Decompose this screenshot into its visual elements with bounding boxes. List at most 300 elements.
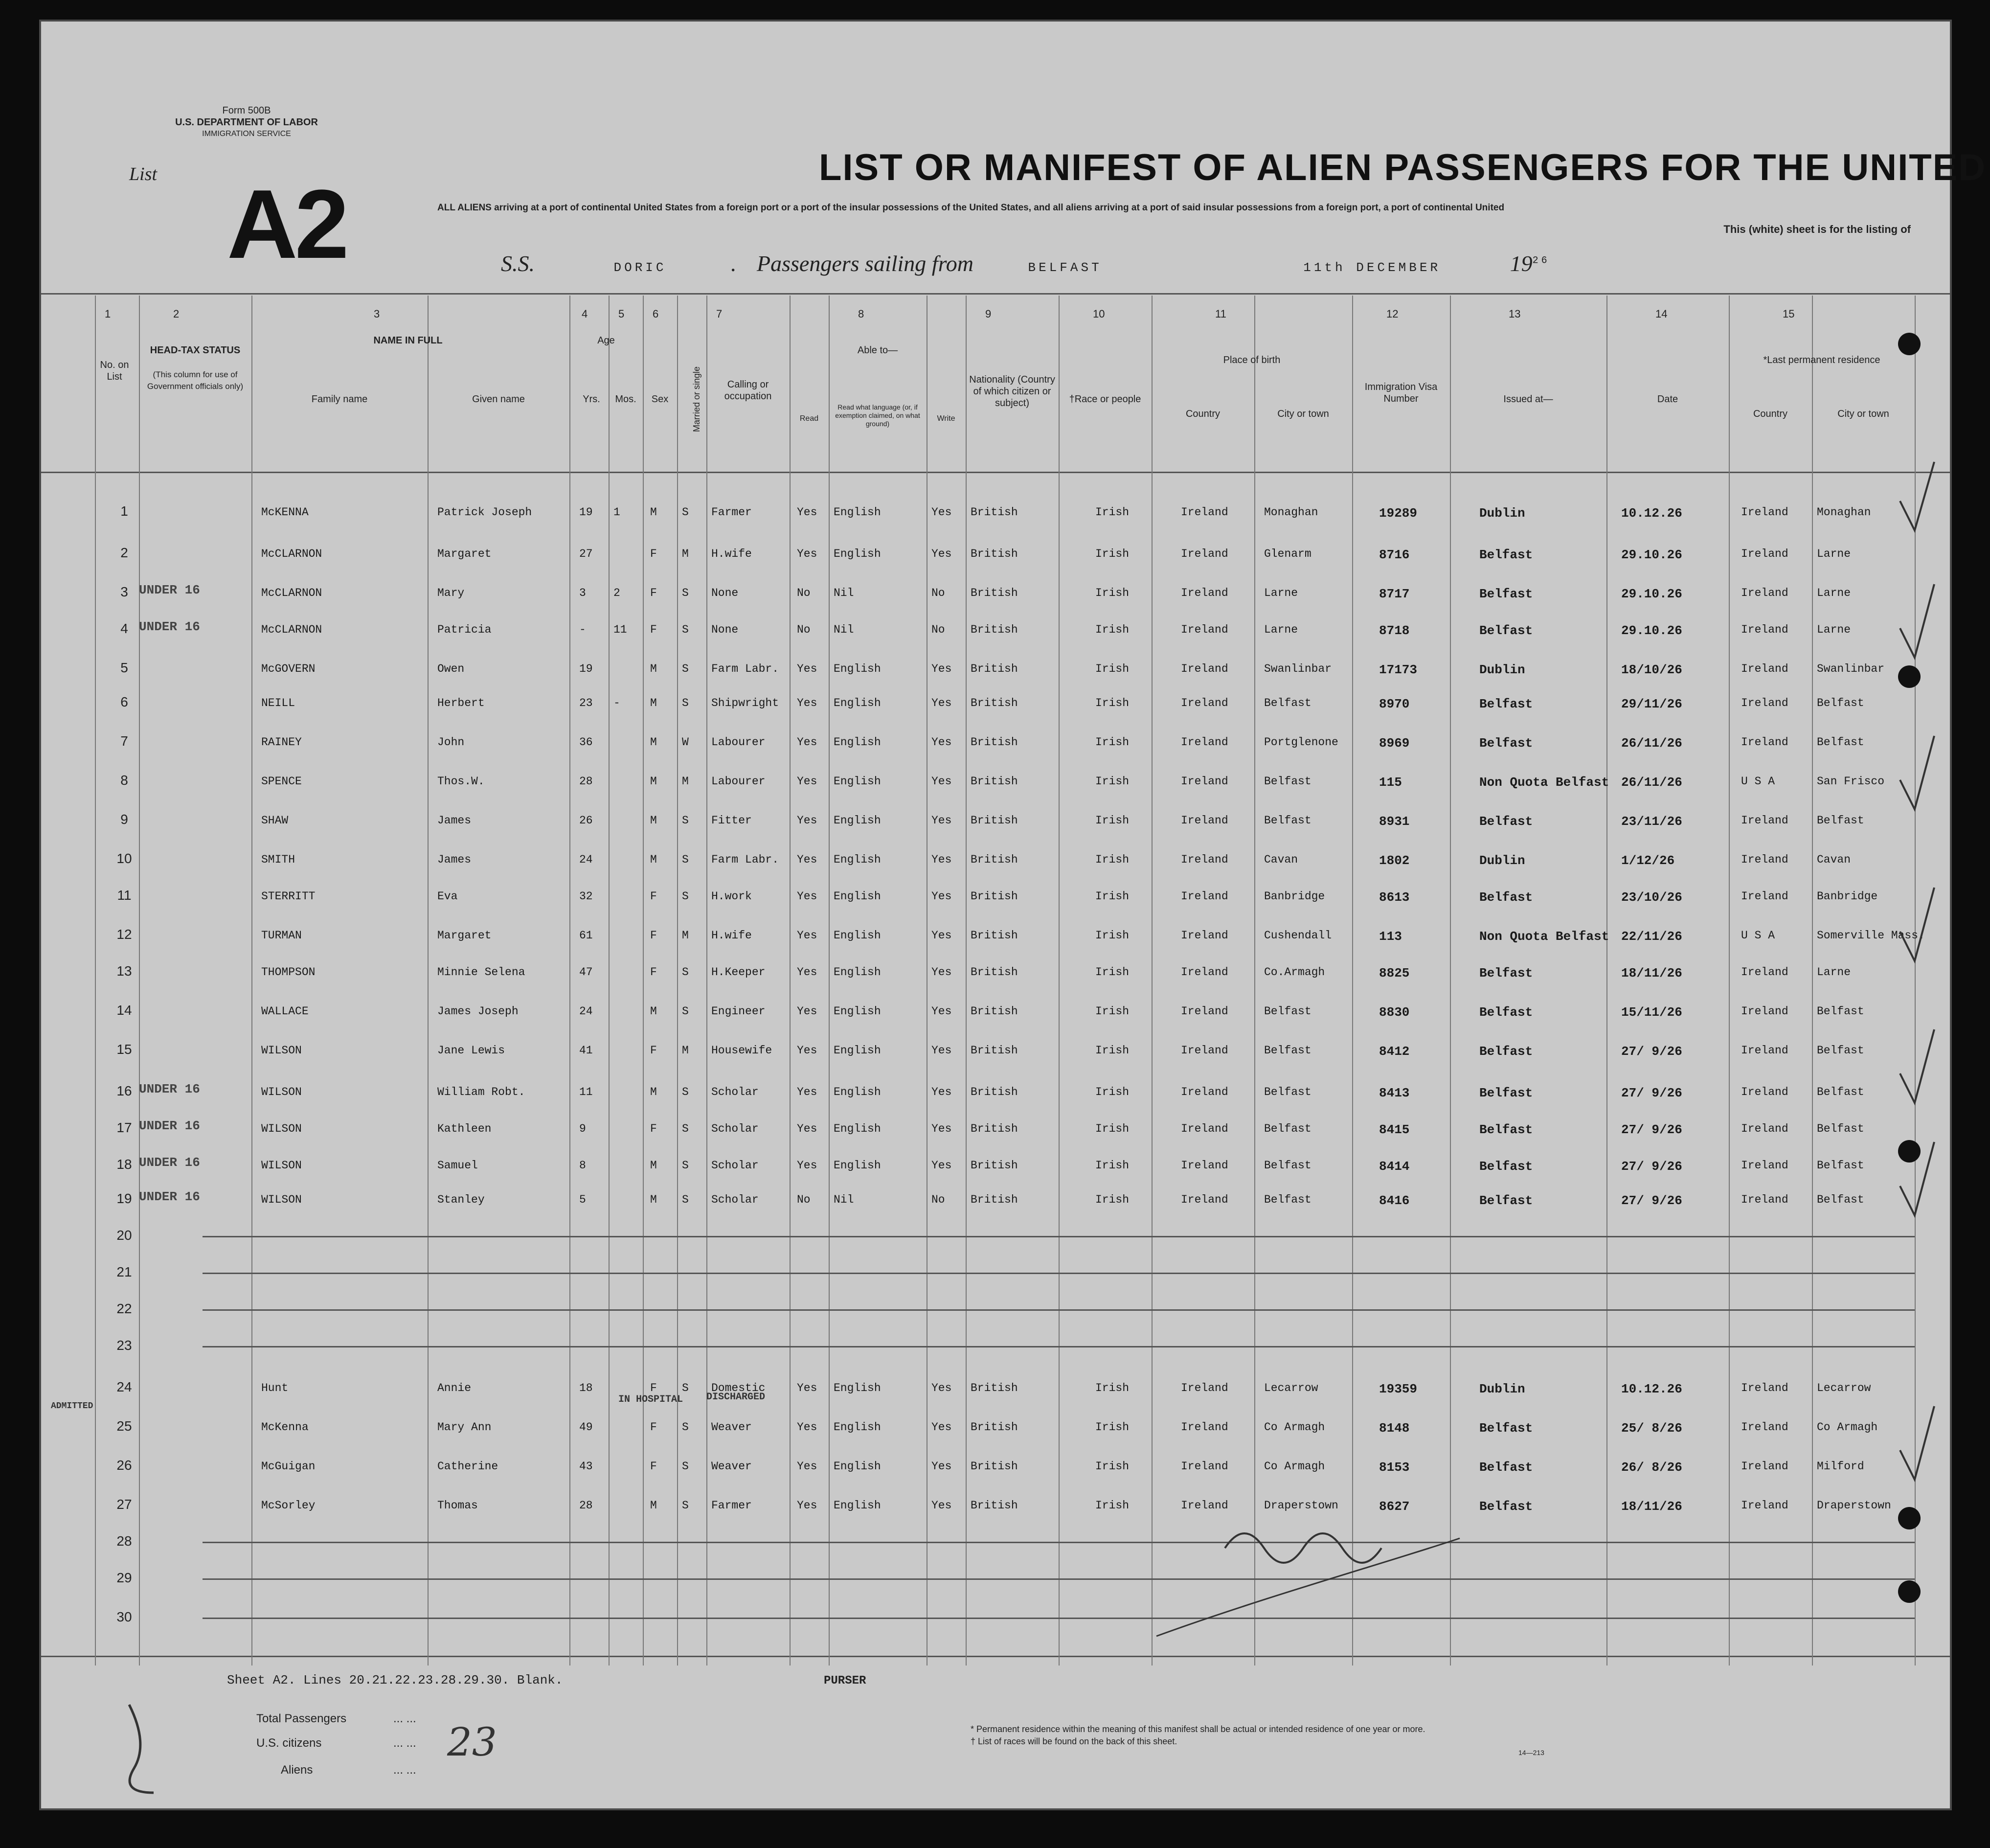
cell-visa: 17173 — [1379, 662, 1418, 677]
cell-nat: British — [971, 1193, 1018, 1206]
cell-race: Irish — [1095, 623, 1130, 636]
cell-vdate: 29.10.26 — [1621, 548, 1682, 562]
cell-visa: 8153 — [1379, 1460, 1410, 1475]
cell-rcountry: Ireland — [1741, 1122, 1788, 1135]
row-number: 16 — [116, 1083, 132, 1098]
cell-race: Irish — [1095, 662, 1130, 675]
cell-bcity: Banbridge — [1264, 890, 1325, 903]
cell-ms: S — [682, 1122, 689, 1135]
cell-occ: Labourer — [711, 736, 766, 749]
cell-race: Irish — [1095, 966, 1130, 979]
cell-rcity: Belfast — [1817, 736, 1864, 749]
cell-race: Irish — [1095, 1421, 1130, 1434]
cell-read: No — [797, 587, 811, 599]
cell-occ: Weaver — [711, 1460, 752, 1473]
cell-family: Hunt — [261, 1382, 289, 1394]
cell-vdate: 29.10.26 — [1621, 587, 1682, 601]
cell-rcountry: Ireland — [1741, 1460, 1788, 1473]
cell-issued: Belfast — [1479, 623, 1533, 638]
cell-rcity: Belfast — [1817, 697, 1864, 709]
cell-family: McCLARNON — [261, 587, 322, 599]
cell-rcity: Lecarrow — [1817, 1382, 1871, 1394]
cell-lang: English — [834, 662, 881, 675]
cell-issued: Belfast — [1479, 966, 1533, 981]
row-number: 4 — [120, 621, 128, 636]
cell-vdate: 15/11/26 — [1621, 1005, 1682, 1020]
cell-bcity: Cushendall — [1264, 929, 1332, 942]
cell-given: Margaret — [437, 929, 492, 942]
cell-nat: British — [971, 1122, 1018, 1135]
cell-race: Irish — [1095, 1159, 1130, 1172]
cell-yrs: 19 — [579, 662, 593, 675]
cell-read: Yes — [797, 1005, 817, 1018]
cell-yrs: 32 — [579, 890, 593, 903]
cell-rcountry: Ireland — [1741, 1005, 1788, 1018]
cell-rcity: Belfast — [1817, 1159, 1864, 1172]
cell-nat: British — [971, 1499, 1018, 1512]
col-race: †Race or people — [1069, 394, 1141, 405]
cell-issued: Belfast — [1479, 1159, 1533, 1174]
cell-family: McCLARNON — [261, 623, 322, 636]
cell-nat: British — [971, 548, 1018, 560]
binder-hole — [1898, 333, 1921, 355]
cell-race: Irish — [1095, 853, 1130, 866]
row-number: 18 — [116, 1157, 132, 1172]
cell-write: Yes — [931, 736, 952, 749]
cell-vdate: 18/11/26 — [1621, 966, 1682, 981]
cell-bcountry: Ireland — [1181, 697, 1228, 709]
cell-ms: S — [682, 1460, 689, 1473]
cell-issued: Belfast — [1479, 1193, 1533, 1208]
column-number: 3 — [374, 308, 380, 320]
cell-visa: 8416 — [1379, 1193, 1410, 1208]
cell-bcountry: Ireland — [1181, 814, 1228, 827]
col-sex: Sex — [651, 394, 669, 405]
row-number: 23 — [116, 1338, 132, 1353]
cell-rcity: Belfast — [1817, 1044, 1864, 1057]
cell-family: McGuigan — [261, 1460, 316, 1473]
list-label: List — [129, 164, 158, 184]
col-calling: Calling or occupation — [724, 379, 772, 402]
cell-visa: 19289 — [1379, 506, 1418, 521]
row-number: 25 — [116, 1418, 132, 1434]
cell-yrs: 19 — [579, 506, 593, 519]
cell-ms: S — [682, 662, 689, 675]
cell-lang: English — [834, 736, 881, 749]
cell-sex: F — [650, 1044, 657, 1057]
row-number: 6 — [120, 694, 128, 709]
cell-rcountry: U S A — [1741, 929, 1775, 942]
cell-visa: 8825 — [1379, 966, 1410, 981]
cell-occ: Engineer — [711, 1005, 766, 1018]
cell-family: WILSON — [261, 1086, 302, 1098]
cell-sex: F — [650, 1382, 657, 1394]
col-able-to: Able to— — [857, 345, 898, 356]
cell-rcity: Swanlinbar — [1817, 662, 1885, 675]
row-number: 2 — [120, 545, 128, 560]
cell-write: Yes — [931, 662, 952, 675]
cell-occ: Farmer — [711, 506, 752, 519]
col-write: Write — [937, 414, 955, 423]
cell-read: Yes — [797, 662, 817, 675]
cell-visa: 8413 — [1379, 1086, 1410, 1100]
department-name: U.S. DEPARTMENT OF LABOR — [175, 117, 318, 128]
cell-family: McKenna — [261, 1421, 309, 1434]
cell-ms: S — [682, 1499, 689, 1512]
head-tax-status: UNDER 16 — [139, 619, 200, 634]
cell-visa: 8412 — [1379, 1044, 1410, 1059]
cell-given: Patrick Joseph — [437, 506, 532, 519]
binder-hole — [1898, 1580, 1921, 1603]
cell-race: Irish — [1095, 697, 1130, 709]
departure-port: BELFAST — [1028, 260, 1102, 275]
cell-yrs: 49 — [579, 1421, 593, 1434]
cell-yrs: 61 — [579, 929, 593, 942]
col-no-on-list: No. on List — [100, 360, 129, 382]
cell-given: Mary Ann — [437, 1421, 492, 1434]
cell-read: Yes — [797, 736, 817, 749]
cell-visa: 8415 — [1379, 1122, 1410, 1137]
cell-race: Irish — [1095, 890, 1130, 903]
col-res-city: City or town — [1837, 409, 1889, 419]
cell-rcity: Belfast — [1817, 1193, 1864, 1206]
cell-sex: F — [650, 587, 657, 599]
cell-issued: Dublin — [1479, 506, 1525, 521]
cell-ms: S — [682, 1005, 689, 1018]
cell-rcity: Belfast — [1817, 814, 1864, 827]
cell-bcity: Belfast — [1264, 775, 1312, 788]
aliens-dots: ... ... — [393, 1763, 416, 1777]
cell-occ: Fitter — [711, 814, 752, 827]
cell-given: Minnie Selena — [437, 966, 525, 979]
cell-write: Yes — [931, 966, 952, 979]
cell-nat: British — [971, 775, 1018, 788]
cell-race: Irish — [1095, 1122, 1130, 1135]
cell-write: Yes — [931, 1421, 952, 1434]
cell-sex: M — [650, 1159, 657, 1172]
cell-issued: Belfast — [1479, 1499, 1533, 1514]
cell-read: Yes — [797, 1044, 817, 1057]
cell-occ: None — [711, 587, 739, 599]
cell-read: Yes — [797, 1421, 817, 1434]
cell-visa: 1802 — [1379, 853, 1410, 868]
cell-lang: Nil — [834, 623, 854, 636]
cell-vdate: 26/ 8/26 — [1621, 1460, 1682, 1475]
cell-sex: M — [650, 853, 657, 866]
cell-occ: Farm Labr. — [711, 853, 779, 866]
row-number: 29 — [116, 1570, 132, 1585]
cell-ms: S — [682, 506, 689, 519]
cell-ms: M — [682, 775, 689, 788]
cell-sex: F — [650, 1421, 657, 1434]
col-name-in-full: NAME IN FULL — [373, 335, 443, 346]
cell-yrs: 47 — [579, 966, 593, 979]
cell-lang: English — [834, 506, 881, 519]
cell-yrs: 3 — [579, 587, 586, 599]
cell-rcity: Monaghan — [1817, 506, 1871, 519]
cell-visa: 8718 — [1379, 623, 1410, 638]
cell-bcity: Co.Armagh — [1264, 966, 1325, 979]
cell-lang: English — [834, 1044, 881, 1057]
cell-yrs: 43 — [579, 1460, 593, 1473]
cell-nat: British — [971, 1460, 1018, 1473]
cell-rcountry: Ireland — [1741, 1382, 1788, 1394]
column-number: 8 — [858, 308, 864, 320]
cell-read: Yes — [797, 814, 817, 827]
subtitle-line-2: This (white) sheet is for the listing of — [1723, 223, 1911, 235]
binder-hole — [1898, 665, 1921, 688]
cell-given: Thomas — [437, 1499, 478, 1512]
cell-yrs: 9 — [579, 1122, 586, 1135]
cell-occ: Scholar — [711, 1122, 759, 1135]
cell-ms: S — [682, 853, 689, 866]
cell-race: Irish — [1095, 929, 1130, 942]
cell-read: Yes — [797, 548, 817, 560]
cell-vdate: 27/ 9/26 — [1621, 1122, 1682, 1137]
cell-visa: 8830 — [1379, 1005, 1410, 1020]
cell-rcity: Larne — [1817, 966, 1851, 979]
cell-rcity: Draperstown — [1817, 1499, 1891, 1512]
cell-family: WILSON — [261, 1193, 302, 1206]
cell-vdate: 29.10.26 — [1621, 623, 1682, 638]
cell-write: Yes — [931, 1382, 952, 1394]
cell-read: Yes — [797, 1086, 817, 1098]
cell-read: Yes — [797, 1460, 817, 1473]
cell-sex: M — [650, 662, 657, 675]
cell-sex: M — [650, 775, 657, 788]
cell-sex: M — [650, 1499, 657, 1512]
cell-occ: H.work — [711, 890, 752, 903]
cell-sex: M — [650, 506, 657, 519]
cell-read: Yes — [797, 775, 817, 788]
cell-bcountry: Ireland — [1181, 1159, 1228, 1172]
col-family-name: Family name — [311, 394, 368, 405]
col-given-name: Given name — [472, 394, 525, 405]
cell-given: Stanley — [437, 1193, 485, 1206]
cell-occ: Weaver — [711, 1421, 752, 1434]
cell-rcity: Belfast — [1817, 1122, 1864, 1135]
cell-occ: Scholar — [711, 1159, 759, 1172]
cell-read: Yes — [797, 1499, 817, 1512]
cell-bcountry: Ireland — [1181, 587, 1228, 599]
cell-lang: English — [834, 1460, 881, 1473]
cell-occ: Labourer — [711, 775, 766, 788]
cell-given: James — [437, 814, 472, 827]
cell-read: Yes — [797, 853, 817, 866]
cell-bcity: Belfast — [1264, 1193, 1312, 1206]
cell-write: Yes — [931, 929, 952, 942]
cell-lang: English — [834, 966, 881, 979]
total-passengers-label: Total Passengers — [256, 1712, 347, 1725]
cell-family: WILSON — [261, 1044, 302, 1057]
cell-write: Yes — [931, 548, 952, 560]
cell-issued: Belfast — [1479, 736, 1533, 751]
cell-nat: British — [971, 814, 1018, 827]
cell-rcity: San Frisco — [1817, 775, 1885, 788]
cell-ms: W — [682, 736, 689, 749]
cell-family: SPENCE — [261, 775, 302, 788]
in-hospital-stamp: IN HOSPITAL — [618, 1394, 683, 1405]
cell-rcountry: Ireland — [1741, 1086, 1788, 1098]
cell-bcountry: Ireland — [1181, 662, 1228, 675]
row-number: 5 — [120, 660, 128, 675]
cell-visa: 8716 — [1379, 548, 1410, 562]
cell-bcountry: Ireland — [1181, 623, 1228, 636]
cell-given: Patricia — [437, 623, 492, 636]
cell-issued: Non Quota Belfast — [1479, 929, 1609, 944]
page-title: LIST OR MANIFEST OF ALIEN PASSENGERS FOR THE UNITED — [819, 147, 1987, 188]
cell-occ: H.wife — [711, 929, 752, 942]
cell-given: James — [437, 853, 472, 866]
cell-vdate: 23/11/26 — [1621, 814, 1682, 829]
cell-mos: 1 — [613, 506, 620, 519]
cell-rcountry: Ireland — [1741, 662, 1788, 675]
cell-bcity: Belfast — [1264, 1122, 1312, 1135]
col-age-yrs: Yrs. — [583, 394, 600, 405]
cell-sex: M — [650, 736, 657, 749]
cell-race: Irish — [1095, 1044, 1130, 1057]
column-number: 7 — [716, 308, 723, 320]
cell-visa: 8970 — [1379, 697, 1410, 711]
cell-issued: Dublin — [1479, 662, 1525, 677]
cell-read: Yes — [797, 890, 817, 903]
head-tax-status: UNDER 16 — [139, 1082, 200, 1096]
cell-rcountry: Ireland — [1741, 853, 1788, 866]
cell-rcountry: Ireland — [1741, 506, 1788, 519]
cell-vdate: 26/11/26 — [1621, 736, 1682, 751]
col-birth-city: City or town — [1277, 409, 1329, 419]
col-nationality: Nationality (Country of which citizen or subject) — [969, 374, 1055, 409]
cell-issued: Belfast — [1479, 1460, 1533, 1475]
cell-occ: H.wife — [711, 548, 752, 560]
cell-vdate: 26/11/26 — [1621, 775, 1682, 790]
row-number: 9 — [120, 812, 128, 827]
head-tax-status: UNDER 16 — [139, 1189, 200, 1204]
cell-bcity: Belfast — [1264, 1005, 1312, 1018]
cell-nat: British — [971, 966, 1018, 979]
officer-signature-stroke — [1156, 1538, 1460, 1636]
cell-sex: F — [650, 929, 657, 942]
cell-lang: English — [834, 929, 881, 942]
cell-visa: 8627 — [1379, 1499, 1410, 1514]
cell-ms: S — [682, 1159, 689, 1172]
cell-race: Irish — [1095, 775, 1130, 788]
cell-bcountry: Ireland — [1181, 775, 1228, 788]
cell-bcountry: Ireland — [1181, 506, 1228, 519]
cell-vdate: 27/ 9/26 — [1621, 1193, 1682, 1208]
cell-bcity: Belfast — [1264, 697, 1312, 709]
cell-yrs: 41 — [579, 1044, 593, 1057]
cell-bcity: Lecarrow — [1264, 1382, 1318, 1394]
cell-race: Irish — [1095, 1086, 1130, 1098]
cell-write: Yes — [931, 775, 952, 788]
cell-nat: British — [971, 1382, 1018, 1394]
cell-sex: F — [650, 1122, 657, 1135]
cell-issued: Belfast — [1479, 548, 1533, 562]
cell-rcity: Milford — [1817, 1460, 1864, 1473]
cell-vdate: 27/ 9/26 — [1621, 1086, 1682, 1100]
column-number: 10 — [1093, 308, 1105, 320]
column-number: 14 — [1655, 308, 1668, 320]
voyage-line: S.S. DORIC . Passengers sailing from BELFAST 11th DECEMBER $19^{26}$ — [501, 251, 1550, 276]
cell-visa: 8931 — [1379, 814, 1410, 829]
row-number: 15 — [116, 1042, 132, 1057]
cell-occ: Scholar — [711, 1193, 759, 1206]
cell-rcity: Belfast — [1817, 1086, 1864, 1098]
cell-visa: 8717 — [1379, 587, 1410, 601]
cell-lang: English — [834, 890, 881, 903]
cell-read: Yes — [797, 697, 817, 709]
cell-write: Yes — [931, 1044, 952, 1057]
cell-mos: 2 — [613, 587, 620, 599]
cell-rcountry: Ireland — [1741, 890, 1788, 903]
cell-nat: British — [971, 1005, 1018, 1018]
head-tax-status: UNDER 16 — [139, 583, 200, 597]
row-number: 12 — [116, 927, 132, 942]
cell-occ: Farmer — [711, 1499, 752, 1512]
cell-ms: S — [682, 1421, 689, 1434]
head-tax-status: UNDER 16 — [139, 1155, 200, 1170]
cell-nat: British — [971, 1044, 1018, 1057]
cell-family: WILSON — [261, 1159, 302, 1172]
cell-write: Yes — [931, 890, 952, 903]
cell-ms: S — [682, 1086, 689, 1098]
row-number: 30 — [116, 1609, 132, 1624]
cell-yrs: 5 — [579, 1193, 586, 1206]
cell-bcountry: Ireland — [1181, 853, 1228, 866]
row-number: 1 — [120, 503, 128, 519]
cell-sex: F — [650, 890, 657, 903]
cell-bcity: Belfast — [1264, 814, 1312, 827]
cell-bcountry: Ireland — [1181, 548, 1228, 560]
col-place-of-birth: Place of birth — [1223, 355, 1281, 365]
cell-lang: English — [834, 1421, 881, 1434]
cell-lang: Nil — [834, 587, 854, 599]
cell-lang: Nil — [834, 1193, 854, 1206]
cell-read: No — [797, 1193, 811, 1206]
ss-label: S.S. — [501, 251, 535, 276]
cell-bcity: Belfast — [1264, 1086, 1312, 1098]
cell-issued: Belfast — [1479, 697, 1533, 711]
cell-visa: 8414 — [1379, 1159, 1410, 1174]
cell-visa: 19359 — [1379, 1382, 1418, 1396]
row-number: 19 — [116, 1191, 132, 1206]
cell-lang: English — [834, 814, 881, 827]
cell-issued: Belfast — [1479, 1044, 1533, 1059]
cell-race: Irish — [1095, 736, 1130, 749]
cell-bcountry: Ireland — [1181, 1421, 1228, 1434]
cell-family: SMITH — [261, 853, 295, 866]
cell-given: Catherine — [437, 1460, 498, 1473]
cell-bcity: Co Armagh — [1264, 1460, 1325, 1473]
column-number: 15 — [1783, 308, 1795, 320]
column-number: 11 — [1215, 308, 1226, 320]
cell-bcountry: Ireland — [1181, 1044, 1228, 1057]
col-visa: Immigration Visa Number — [1364, 382, 1438, 404]
cell-rcountry: Ireland — [1741, 1193, 1788, 1206]
cell-issued: Dublin — [1479, 853, 1525, 868]
row-number: 10 — [116, 851, 132, 866]
col-res-country: Country — [1753, 409, 1788, 419]
cell-family: THOMPSON — [261, 966, 316, 979]
cell-given: Owen — [437, 662, 465, 675]
cell-race: Irish — [1095, 1193, 1130, 1206]
cell-occ: Scholar — [711, 1086, 759, 1098]
cell-ms: S — [682, 697, 689, 709]
cell-family: McCLARNON — [261, 548, 322, 560]
row-number: 27 — [116, 1497, 132, 1512]
purser-label: PURSER — [824, 1674, 866, 1688]
